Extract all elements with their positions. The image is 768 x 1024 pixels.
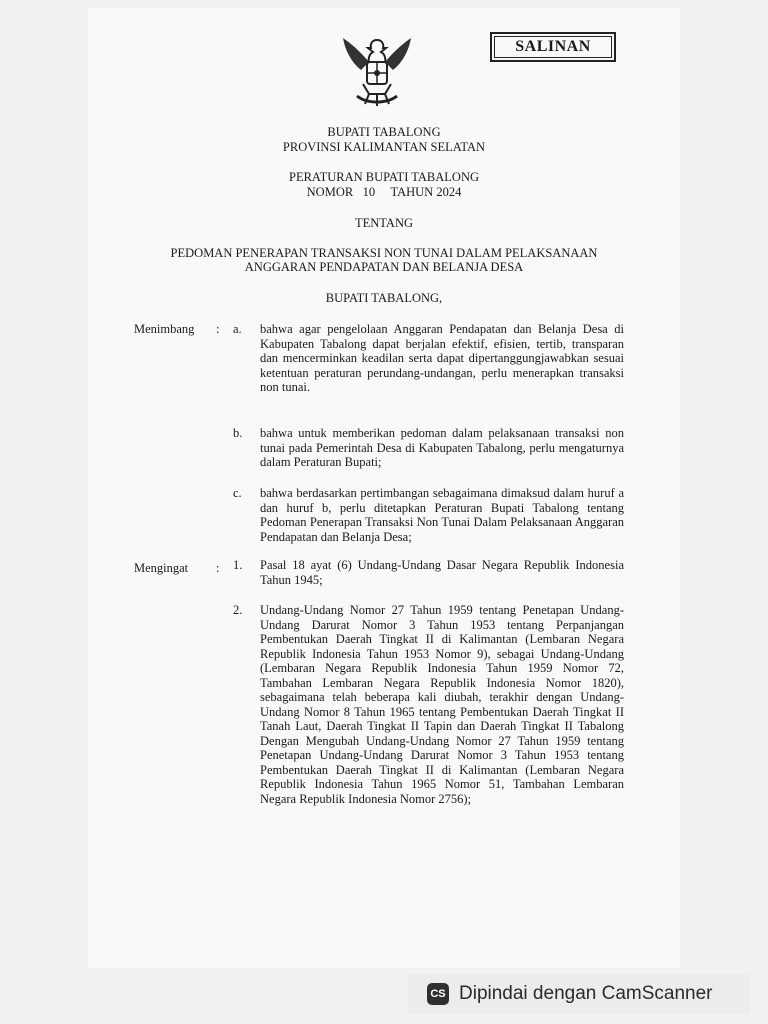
consideration-b: bahwa untuk memberikan pedoman dalam pelaksanaan transaksi non tunai pada Pemerintah Desa di Kabupaten Tabalong, perlu mengaturnya dalam Peraturan Bupati; (260, 426, 624, 469)
garuda-emblem-icon (339, 32, 415, 112)
menimbang-label: Menimbang (134, 322, 195, 336)
regulation-number: NOMOR 10 TAHUN 2024 (306, 185, 462, 199)
subject-line-2: ANGGARAN PENDAPATAN DAN BELANJA DESA (244, 260, 524, 274)
camscanner-watermark (408, 974, 750, 1014)
subject-line-1: PEDOMAN PENERAPAN TRANSAKSI NON TUNAI DALAM PELAKSANAAN (170, 246, 598, 260)
issuer-line: BUPATI TABALONG, (325, 291, 443, 305)
consideration-c: bahwa berdasarkan pertimbangan sebagaimana dimaksud dalam huruf a dan huruf b, perlu ditetapkan Peraturan Bupati Tabalong tentang Pedoman Penerapan Transaksi Non Tunai Dalam Pelaksanaan Anggaran Pendapatan dan Belanja Desa; (260, 486, 624, 544)
item-marker: 1. (233, 558, 243, 572)
mengingat-label: Mengingat (134, 561, 189, 575)
legal-basis-1: Pasal 18 ayat (6) Undang-Undang Dasar Negara Republik Indonesia Tahun 1945; (260, 558, 624, 587)
menimbang-colon: : (216, 322, 220, 336)
item-marker: a. (233, 322, 242, 336)
province-title: PROVINSI KALIMANTAN SELATAN (282, 140, 486, 154)
camscanner-logo-icon: CS (427, 983, 449, 1005)
item-marker: 2. (233, 603, 243, 617)
salinan-stamp: SALINAN (490, 32, 616, 62)
item-marker: c. (233, 486, 242, 500)
legal-basis-2: Undang-Undang Nomor 27 Tahun 1959 tentang Penetapan Undang-Undang Darurat Nomor 3 Tahun 1953 tentang Perpanjangan Pembentukan Daerah Tingkat II di Kalimantan (Lembaran Negara Republik Indonesia Tahun 1953 Nomor 9), sebagai Undang-Undang (Lembaran Negara Republik Indonesia Tahun 1959 Nomor 72, Tambahan Lembaran Negara Republik Indonesia Nomor 1820), sebagaimana telah beberapa kali diubah, terakhir dengan Undang-Undang Nomor 8 Tahun 1965 tentang Pembentukan Daerah Tingkat II Tanah Laut, Daerah Tingkat II Tapin dan Daerah Tingkat II Tabalong Dengan Mengubah Undang-Undang Nomor 27 Tahun 1959 tentang Penetapan Undang-Undang Darurat Nomor 3 Tahun 1953 tentang Pembentukan Daerah Tingkat II di Kalimantan (Lembaran Negara Republik Indonesia Tahun 1965 Nomor 51, Tambahan Lembaran Negara Republik Indonesia Nomor 2756); (260, 603, 624, 806)
about-heading: TENTANG (354, 216, 413, 230)
camscanner-text: Dipindai dengan CamScanner (459, 983, 713, 1004)
regulation-title: PERATURAN BUPATI TABALONG (289, 170, 479, 184)
consideration-a: bahwa agar pengelolaan Anggaran Pendapatan dan Belanja Desa di Kabupaten Tabalong dapat berjalan efektif, efisien, tertib, transparan dan mencerminkan keadilan serta dapat dipertanggungjawabkan sesuai ketentuan peraturan perundang-undangan, perlu menerapkan transaksi non tunai. (260, 322, 624, 394)
mengingat-colon: : (216, 561, 220, 575)
regent-title: BUPATI TABALONG (327, 125, 441, 139)
item-marker: b. (233, 426, 243, 440)
